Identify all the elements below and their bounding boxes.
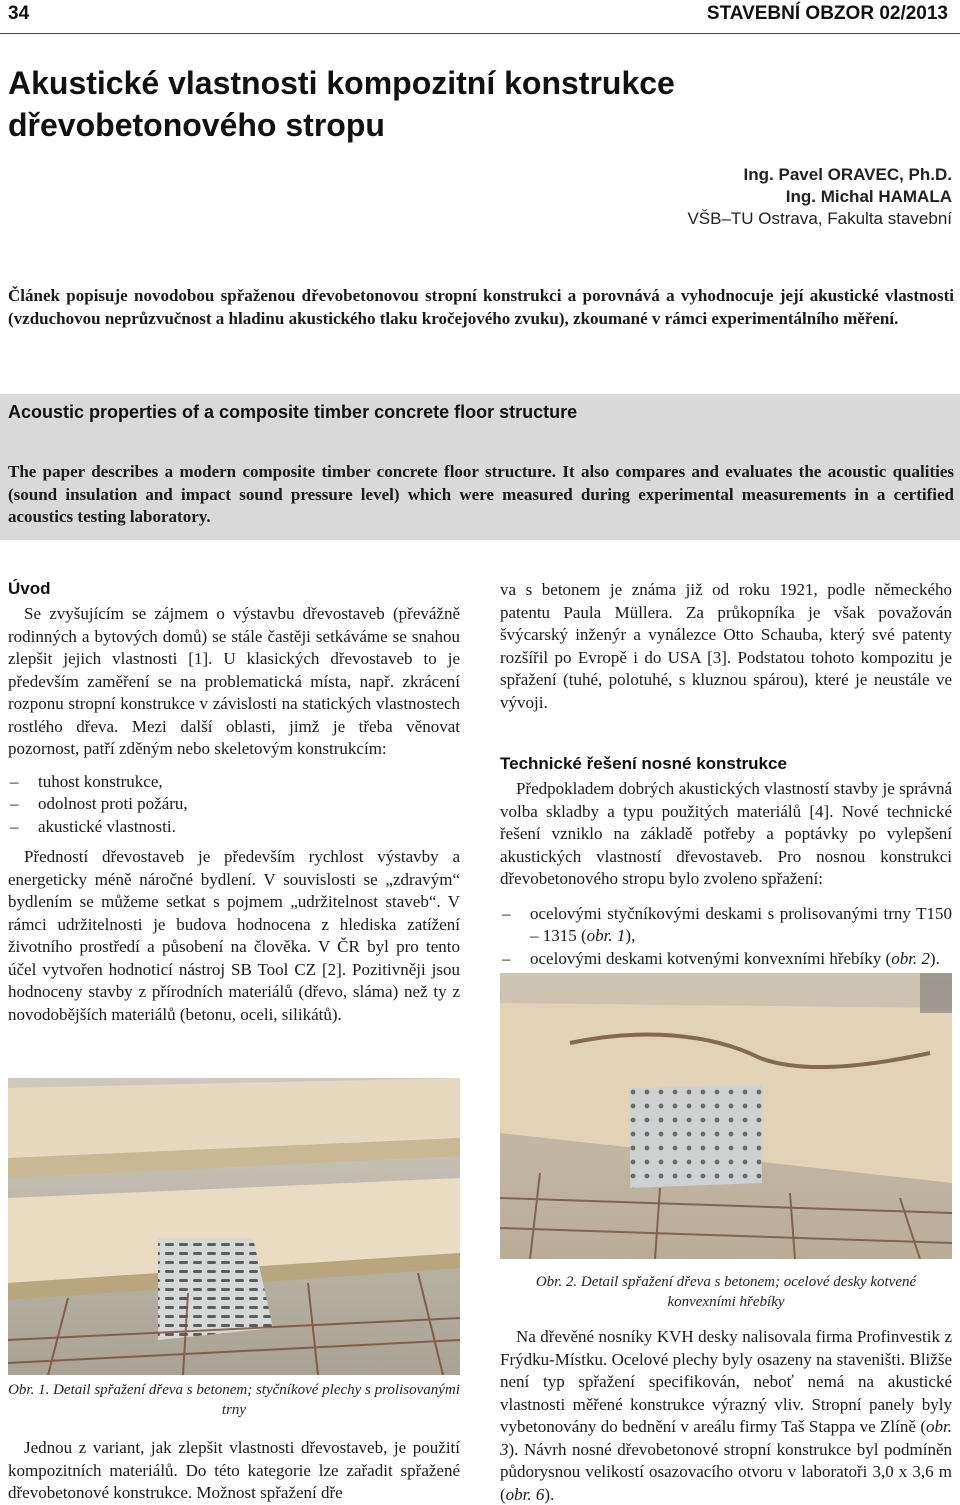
technical-paragraph: Předpokladem dobrých akustických vlastností stavby je správná volba skladby a typu použitých materiálů [4]. Nové technické řešení vzniklo na základě potřeby a poptávky po vylepšení akustických vlastností dřevostaveb. Pro nosnou konstrukci dřevobetonového stropu bylo zvoleno spřažení: bbox=[500, 779, 952, 888]
paragraph-composite: Jednou z variant, jak zlepšit vlastnosti dřevostaveb, je použití kompozitních materiálů. Do této kategorie lze zařadit spřažené dřevobetonové konstrukce. Možnost spřažení dře bbox=[8, 1438, 460, 1502]
figure-1-photo bbox=[8, 1078, 460, 1375]
figure-1-text: Detail spřažení dřeva s betonem; styčníkové plechy s prolisovanými trny bbox=[53, 1382, 460, 1418]
figure-2-text: Detail spřažení dřeva s betonem; ocelové desky kotvené konvexními hřebíky bbox=[580, 1274, 917, 1310]
list-item-text: ocelovými styčníkovými deskami s prolisovanými trny T150 – 1315 ( bbox=[530, 903, 952, 945]
list-item bbox=[500, 903, 952, 948]
list-item: – tuhost konstrukce, bbox=[8, 771, 460, 794]
list-item bbox=[500, 948, 952, 971]
figure-reference: obr. 3 bbox=[500, 1417, 952, 1459]
affiliation: VŠB–TU Ostrava, Fakulta stavební bbox=[687, 209, 952, 228]
section-heading-technical: Technické řešení nosné konstrukce bbox=[500, 754, 787, 773]
intro-list bbox=[8, 771, 460, 839]
authors-block bbox=[687, 164, 952, 230]
journal-title: STAVEBNÍ OBZOR 02/2013 bbox=[706, 3, 948, 24]
figure-1-image bbox=[8, 1078, 460, 1375]
manufacturing-text-b: ). Návrh nosné dřevobetonové stropní konstrukce byl podmíněn půdorysnou velikostí osazovacího otvoru v laboratoři 3,0 x 3,6 m ( bbox=[500, 1439, 952, 1504]
list-item: – akustické vlastnosti. bbox=[8, 816, 460, 839]
figure-reference: obr. 1 bbox=[586, 926, 626, 945]
article-title: Akustické vlastnosti kompozitní konstrukce dřevobetonového stropu bbox=[8, 65, 675, 143]
author-1: Ing. Pavel ORAVEC, Ph.D. bbox=[743, 165, 952, 184]
english-abstract: The paper describes a modern composite timber concrete floor structure. It also compares and evaluates the acoustic qualities (sound insulation and impact sound pressure level) which were measured during experimental measurements in a certified acoustics testing laboratory. bbox=[8, 462, 954, 526]
manufacturing-paragraph bbox=[500, 1326, 952, 1505]
figure-2-image bbox=[500, 973, 952, 1259]
figure-reference: obr. 6 bbox=[505, 1484, 545, 1504]
intro-paragraph-1: Se zvyšujícím se zájmem o výstavbu dřevostaveb (převážně rodinných a bytových domů) se stále častěji setkáváme se snahou zlepšit jejich vlastnosti [1]. U klasických dřevostaveb to je především zaměření se na problematická místa, např. zkrácení rozponu stropní konstrukce v závislosti na statických vlastnostech rostlého dřeva. Mezi další oblasti, jimž je třeba věnovat pozornost, patří zděným nebo skeletovým konstrukcím: bbox=[8, 604, 460, 758]
figure-2-label: Obr. 2. bbox=[535, 1274, 578, 1290]
intro-paragraph-2: Předností dřevostaveb je především rychlost výstavby a energeticky méně náročné bydlení. V souvislosti se „zdravým“ bydlením se můžeme setkat s pojmem „udržitelnost staveb“. V rámci udržitelnosti je budova hodnocena z hlediska zatížení životního prostředí a působení na člověka. V ČR byl pro tento účel vytvořen hodnoticí nástroj SB Tool CZ [2]. Pozitivněji jsou hodnoceny stavby z přírodních materiálů (dřevo, sláma) než ty z novodobějších materiálů (betonu, oceli, silikátů). bbox=[8, 847, 460, 1024]
english-title: Acoustic properties of a composite timber concrete floor structure bbox=[8, 402, 578, 422]
abstract-czech: Článek popisuje novodobou spřaženou dřevobetonovou stropní konstrukci a porovnává a vyhodnocuje její akustické vlastnosti (vzduchovou neprůzvučnost a hladinu akustického tlaku kročejového zvuku), zkoumané v rámci experimentálního měření. bbox=[8, 286, 954, 328]
list-item: – odolnost proti požáru, bbox=[8, 793, 460, 816]
list-item-end: ), bbox=[625, 926, 636, 945]
author-2: Ing. Michal HAMALA bbox=[785, 187, 952, 206]
figure-1-caption bbox=[8, 1380, 460, 1420]
history-paragraph: va s betonem je známa již od roku 1921, podle německého patentu Paula Müllera. Za průkopníka je však považován švýcarský inženýr a vynálezce Otto Schauba, který své patenty rozšířil po Evropě i do USA [3]. Podstatou tohoto kompozitu je spřažení (tuhé, polotuhé, s kluznou spárou), které je neustále ve vývoji. bbox=[500, 580, 952, 712]
section-heading-intro: Úvod bbox=[8, 579, 51, 598]
figure-2-caption bbox=[500, 1272, 952, 1312]
list-item-end: ). bbox=[929, 948, 940, 968]
page-number: 34 bbox=[8, 3, 30, 24]
manufacturing-text-c: ). bbox=[544, 1484, 555, 1504]
figure-2-photo bbox=[500, 973, 952, 1259]
figure-1-label: Obr. 1. bbox=[8, 1382, 50, 1398]
manufacturing-text-a: Na dřevěné nosníky KVH desky nalisovala firma Profinvestik z Frýdku-Místku. Ocelové plechy byly osazeny na staveništi. Bližše není typ spřažení specifikován, neboť nemá na akustické vlastnosti měřené konstrukce výrazný vliv. Stropní panely byly vybetonovány do bednění v areálu firmy Taš Stappa ve Zlíně ( bbox=[500, 1327, 952, 1436]
figure-reference: obr. 2 bbox=[891, 948, 930, 968]
right-column-text bbox=[500, 579, 952, 970]
coupling-list bbox=[500, 903, 952, 971]
list-item-text: ocelovými deskami kotvenými konvexními hřebíky ( bbox=[530, 948, 892, 968]
left-column-text bbox=[8, 579, 460, 1026]
